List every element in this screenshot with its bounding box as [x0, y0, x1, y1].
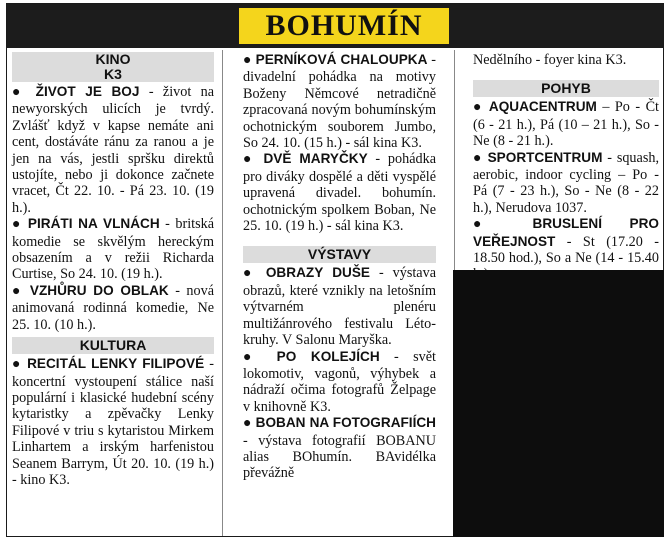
list-item — [473, 99, 659, 149]
masthead-title: BOHUMÍN — [239, 8, 449, 44]
entry-title: PIRÁTI NA VLNÁCH — [27, 216, 160, 232]
bullet-icon: ● — [243, 266, 257, 282]
bullet-icon: ● — [12, 357, 22, 373]
list-item — [243, 349, 436, 416]
column-divider — [222, 50, 223, 536]
list-item — [243, 52, 436, 151]
entry-text: - pohádka pro diváky dospělé a děti vyspělé upravená divadel. bohumín. ochotnickým spolkem Boban, Ne 25. 10. (19 h.) - sál kina K3. — [243, 151, 436, 235]
column-divider — [454, 50, 455, 272]
bullet-icon: ● — [473, 100, 484, 116]
entry-title: SPORTCENTRUM — [487, 149, 603, 165]
entry-title: RECITÁL LENKY FILIPOVÉ — [27, 356, 205, 372]
section-heading-kultura: KULTURA — [12, 337, 214, 354]
entry-text: - britská komedie se skvělým hereckým obsazením a v režii Richarda Curtise, So 24. 10. (19 h.). — [12, 216, 214, 283]
entry-text: - squash, aerobic, indoor cycling – Po - Pá (7 - 23 h.), So - Ne (8 - 22 h.), Nerudova 1037. — [473, 149, 659, 216]
list-item — [243, 415, 436, 482]
list-item — [243, 265, 436, 348]
list-item — [12, 216, 214, 283]
column-left — [12, 52, 214, 488]
entry-text: - výstava obrazů, které vznikly na letošním výtvarném plenéru multižánrového festivalu Léto-kruhy. V Salonu Maryška. — [243, 265, 436, 349]
kino-heading: KINO — [95, 51, 131, 67]
bullet-icon: ● — [12, 85, 27, 100]
bullet-icon: ● — [243, 416, 252, 432]
bullet-icon: ● — [243, 152, 256, 168]
entry-text: - výstava fotografií BOBANU alias BOhumín. BAvidélka převážně — [243, 432, 436, 482]
entry-title: PO KOLEJÍCH — [276, 348, 380, 364]
bullet-icon: ● — [473, 150, 483, 166]
list-item — [12, 84, 214, 216]
entry-title: ŽIVOT JE BOJ — [35, 84, 140, 99]
entry-text: - svět lokomotiv, vagonů, výhybek a nádraží očima fotografů Želpage v knihovně K3. — [243, 348, 436, 415]
entry-text: - život na newyorských ulicích je tvrdý. Zvlášť když v kapse nemáte ani cent, dostáváte ránu za ranou a je jen na vás, jestli spršku direktů ustojíte, nebo ji dokonce začnete vracet, Čt 22. 10. - Pá 23. 10. (19 h.). — [12, 84, 215, 216]
entry-text: - St (17.20 - 18.50 hod.), So a Ne (14 - 15.40 — [473, 233, 659, 267]
section-heading-kino — [12, 52, 214, 82]
entry-title: AQUACENTRUM — [488, 99, 597, 115]
bullet-icon: ● — [12, 283, 24, 299]
bullet-icon: ● — [473, 217, 506, 233]
entry-text: – Po - Čt (6 - 21 h.), Pá (10 – 21 h.), So - Ne (8 - 21 h.). — [473, 99, 659, 150]
bullet-icon: ● — [12, 217, 23, 233]
entry-title: DVĚ MARYČKY — [263, 151, 368, 167]
bullet-icon: ● — [243, 53, 252, 68]
entry-title: OBRAZY DUŠE — [265, 265, 370, 281]
entry-text: - nová animovaná rodinná komedie, Ne 25. 10. (10 h.). — [12, 282, 214, 333]
entry-title: BRUSLENÍ PRO VEŘEJNOST — [473, 216, 660, 249]
kino-subheading: K3 — [104, 66, 122, 82]
entry-title: VZHŮRU DO OBLAK — [29, 282, 169, 298]
header-banner — [7, 4, 663, 48]
entry-text: - divadelní pohádka na motivy Boženy Němcové netradičně zpracovaná novým bohumínským ochotnickým souborem Jumbo, So 24. 10. (15 h.) - sál kina K3. — [243, 52, 436, 152]
entry-text: - koncertní vystoupení stálice naší populární i klasické hudební scény kytaristky a zpěvačky Lenky Filipové v triu s kytaristou Mirkem Linhartem a irským harfenistou Seanem Barrym, Út 20. 10. (19 h.) - kino K3. — [12, 356, 214, 488]
list-item — [12, 356, 214, 488]
section-heading-vystavy: VÝSTAVY — [243, 246, 436, 263]
continued-text: Nedělního - foyer kina K3. — [473, 52, 627, 68]
entry-title: PERNÍKOVÁ CHALOUPKA — [255, 52, 428, 67]
column-middle — [243, 52, 436, 482]
blank-black-area — [453, 270, 664, 537]
list-item — [243, 151, 436, 234]
column-right — [473, 52, 659, 283]
bullet-icon: ● — [243, 349, 263, 365]
list-item — [473, 150, 659, 217]
entry-title: BOBAN NA FOTOGRAFIÍCH — [255, 415, 436, 431]
section-heading-pohyb: POHYB — [473, 80, 659, 97]
list-item — [12, 283, 214, 333]
